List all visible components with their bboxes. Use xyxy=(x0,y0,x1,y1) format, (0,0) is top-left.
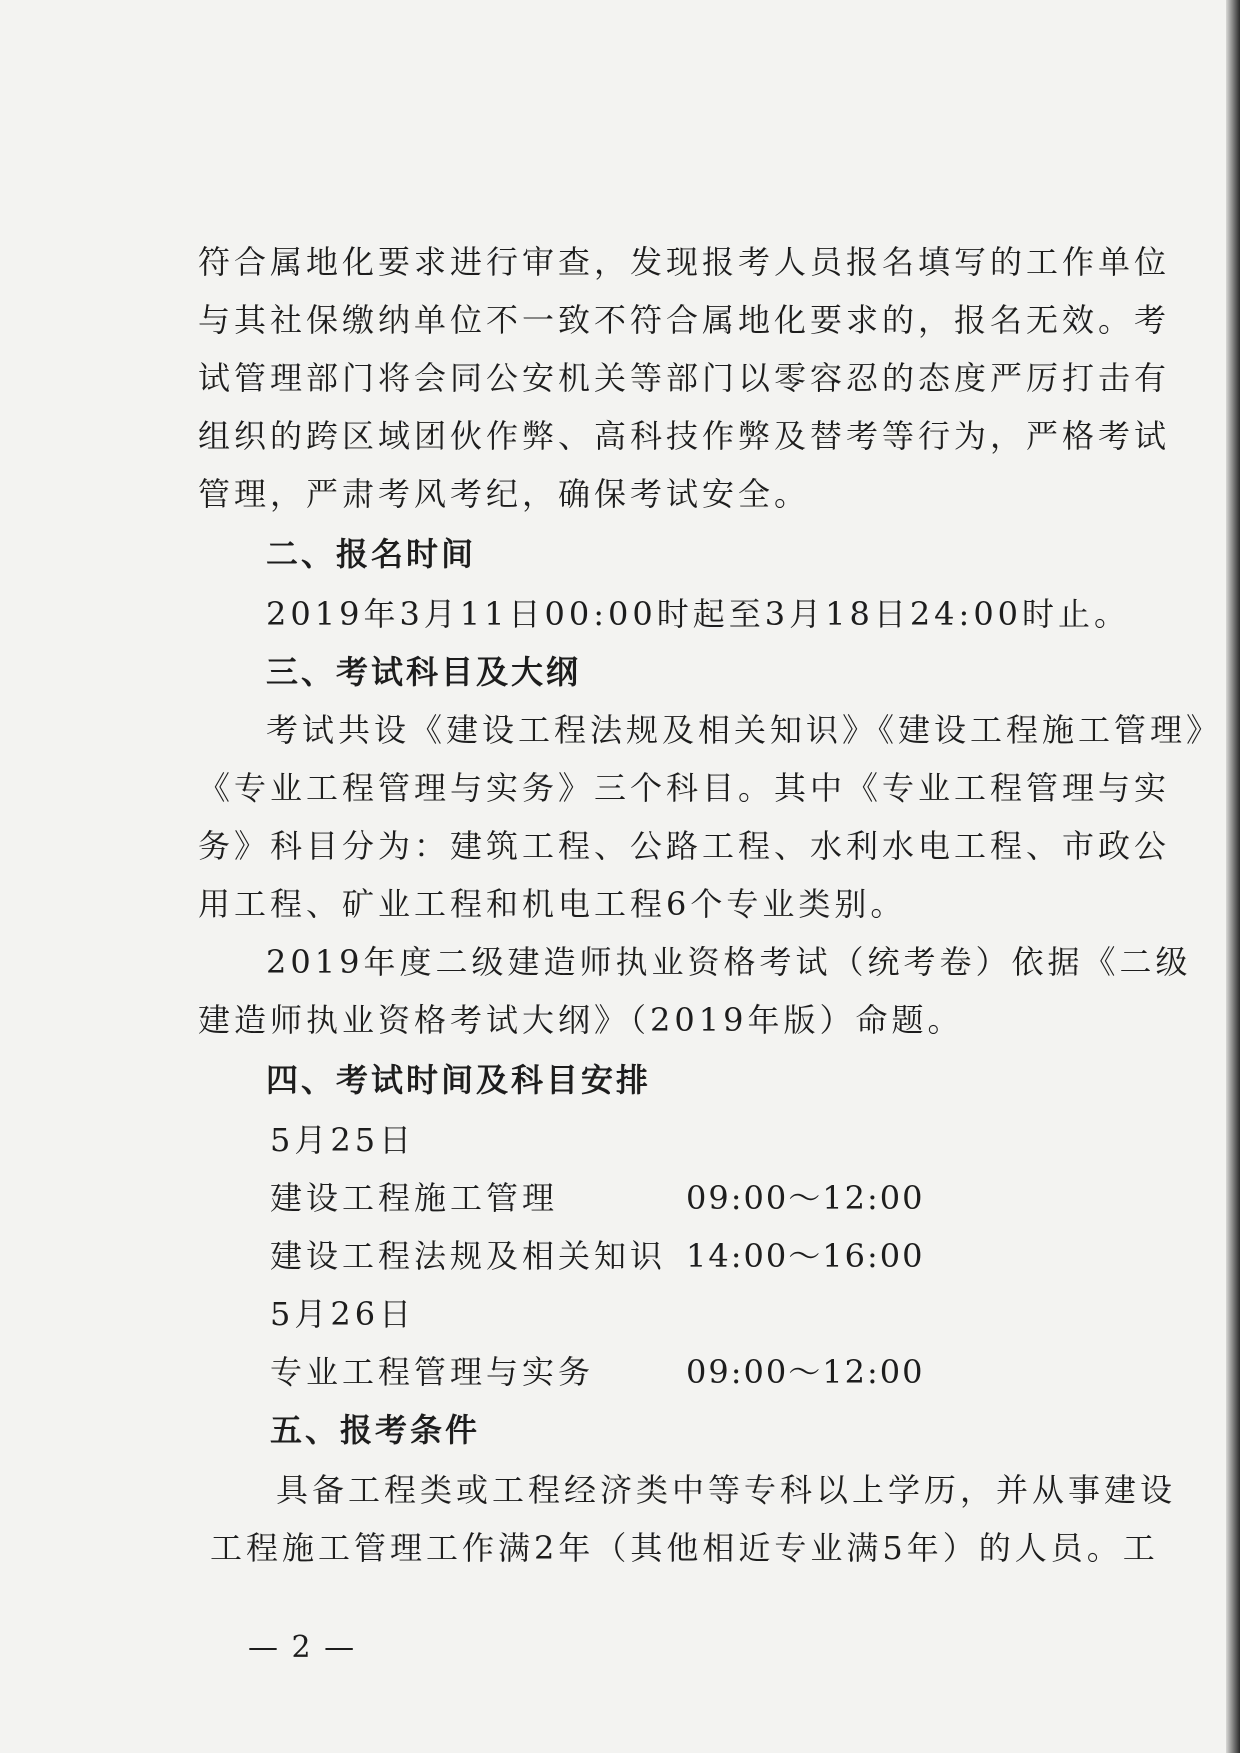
exam-subject: 专业工程管理与实务 xyxy=(270,1353,595,1391)
exam-time: 09:00～12:00 xyxy=(686,1179,925,1217)
paragraph-line: 务》科目分为：建筑工程、公路工程、水利水电工程、市政公 xyxy=(198,827,1171,865)
paragraph-line: 试管理部门将会同公安机关等部门以零容忍的态度严厉打击有 xyxy=(198,359,1171,397)
section-heading: 四、考试时间及科目安排 xyxy=(266,1061,652,1099)
section-heading: 二、报名时间 xyxy=(266,535,477,573)
section-heading: 三、考试科目及大纲 xyxy=(266,653,582,691)
paragraph-line: 工程施工管理工作满2年（其他相近专业满5年）的人员。工 xyxy=(210,1529,1159,1567)
paragraph-line: 具备工程类或工程经济类中等专科以上学历，并从事建设 xyxy=(276,1471,1177,1509)
paragraph-line: 符合属地化要求进行审查，发现报考人员报名填写的工作单位 xyxy=(198,243,1171,281)
exam-time: 09:00～12:00 xyxy=(686,1353,925,1391)
exam-date: 5月25日 xyxy=(270,1121,416,1159)
section-heading: 五、报考条件 xyxy=(270,1411,481,1449)
exam-time: 14:00～16:00 xyxy=(686,1237,925,1275)
exam-subject: 建设工程法规及相关知识 xyxy=(270,1237,667,1275)
paragraph-line: 2019年度二级建造师执业资格考试（统考卷）依据《二级 xyxy=(266,943,1192,981)
paragraph-line: 建造师执业资格考试大纲》（2019年版）命题。 xyxy=(198,1001,964,1039)
exam-subject: 建设工程施工管理 xyxy=(270,1179,559,1217)
paragraph-line: 考试共设《建设工程法规及相关知识》《建设工程施工管理》 xyxy=(266,711,1223,749)
paragraph-line: 《专业工程管理与实务》三个科目。其中《专业工程管理与实 xyxy=(198,769,1171,807)
page-number: — 2 — xyxy=(248,1630,357,1665)
paragraph-line: 组织的跨区域团伙作弊、高科技作弊及替考等行为，严格考试 xyxy=(198,417,1171,455)
paragraph-line: 管理，严肃考风考纪，确保考试安全。 xyxy=(198,475,811,513)
exam-date: 5月26日 xyxy=(270,1295,416,1333)
registration-period: 2019年3月11日00:00时起至3月18日24:00时止。 xyxy=(266,595,1131,633)
paragraph-line: 与其社保缴纳单位不一致不符合属地化要求的，报名无效。考 xyxy=(198,301,1171,339)
paragraph-line: 用工程、矿业工程和机电工程6个专业类别。 xyxy=(198,885,907,923)
